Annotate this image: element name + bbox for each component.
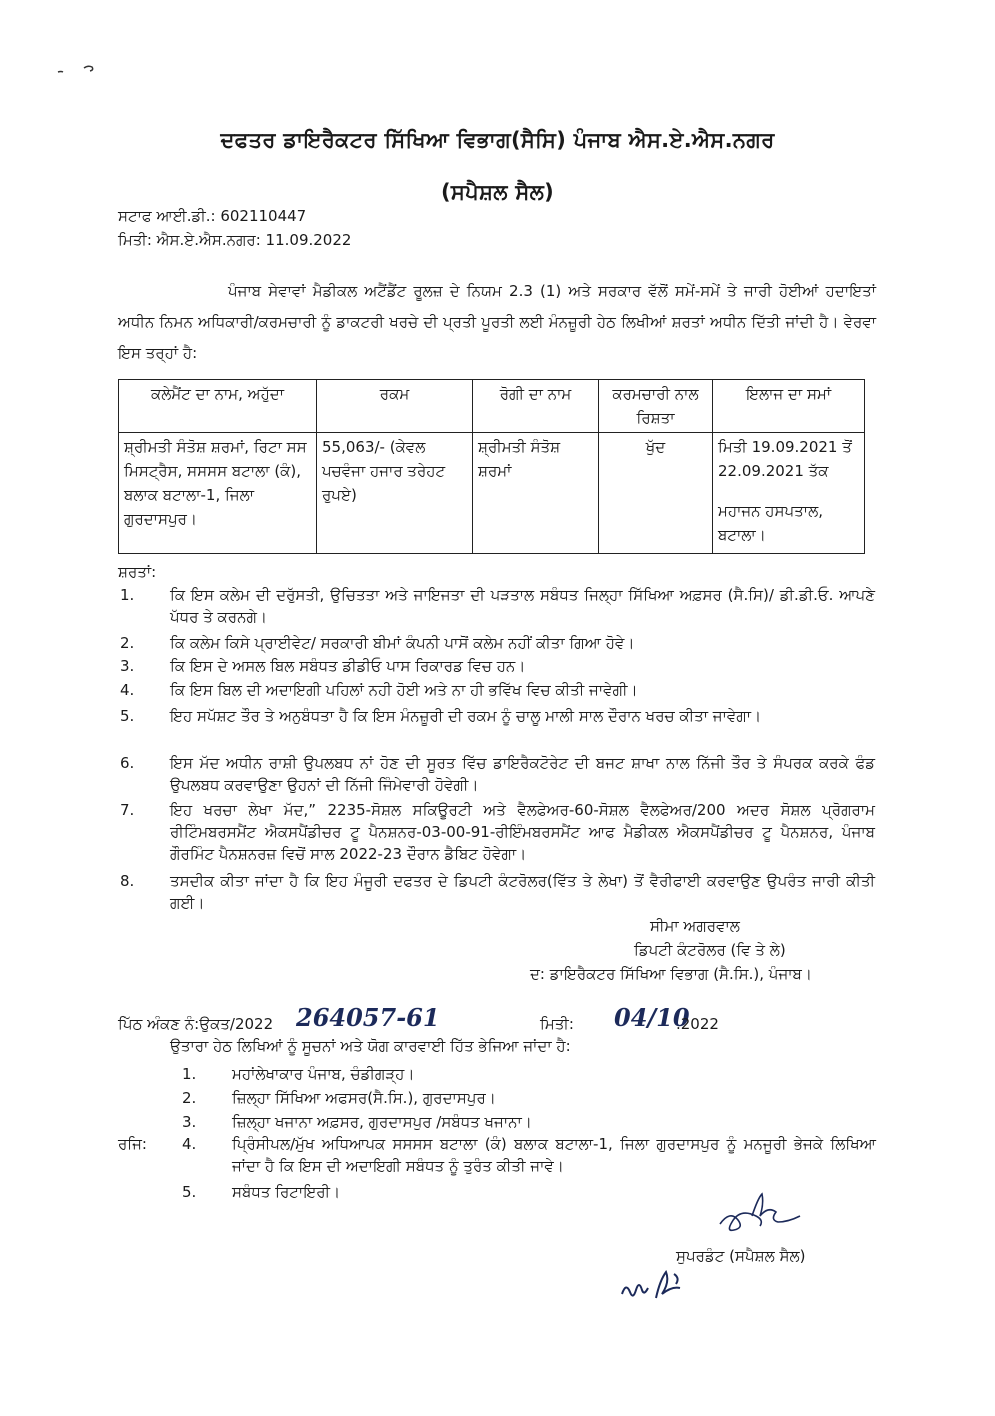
hospital-name: ਮਹਾਜਨ ਹਸਪਤਾਲ, ਬਟਾਲਾ। — [718, 502, 823, 544]
condition-item: 2. ਕਿ ਕਲੇਮ ਕਿਸੇ ਪ੍ਰਾਈਵੇਟ/ ਸਰਕਾਰੀ ਬੀਮਾਂ ਕੰਪਨੀ ਪਾਸੋਂ ਕਲੇਮ ਨਹੀਂ ਕੀਤਾ ਗਿਆ ਹੋਵੇ। — [120, 634, 635, 652]
intro-paragraph: ਪੰਜਾਬ ਸੇਵਾਵਾਂ ਮੈਡੀਕਲ ਅਟੈਂਡੈਂਟ ਰੂਲਜ਼ ਦੇ ਨਿਯਮ 2.3 (1) ਅਤੇ ਸਰਕਾਰ ਵੱਲੋਂ ਸਮੇਂ-ਸਮੇਂ ਤੇ ਜਾਰੀ ਹੋਈਆਂ ਹਦਾਇਤਾਂ ਅਧੀਨ ਨਿਮਨ ਅਧਿਕਾਰੀ/ਕਰਮਚਾਰੀ ਨੂੰ ਡਾਕਟਰੀ ਖਰਚੇ ਦੀ ਪ੍ਰਤੀ ਪੂਰਤੀ ਲਈ ਮੰਨਜ਼ੂਰੀ ਹੇਠ ਲਿਖੀਆਂ ਸ਼ਰਤਾਂ ਅਧੀਨ ਦਿੱਤੀ ਜਾਂਦੀ ਹੈ। ਵੇਰਵਾ ਇਸ ਤਰ੍ਹਾਂ ਹੈ: — [118, 282, 876, 362]
condition-item: 3. ਕਿ ਇਸ ਦੇ ਅਸਲ ਬਿਲ ਸਬੰਧਤ ਡੀਡੀਓ ਪਾਸ ਰਿਕਾਰਡ ਵਿਚ ਹਨ। — [120, 657, 526, 675]
column-header: ਕਰਮਚਾਰੀ ਨਾਲ ਰਿਸ਼ਤਾ — [599, 380, 713, 433]
cc-item: ਜ਼ਿਲ੍ਹਾ ਸਿੱਖਿਆ ਅਫਸਰ(ਸੈ.ਸਿ.), ਗੁਰਦਾਸਪੁਰ। — [232, 1089, 496, 1107]
column-header: ਰਕਮ — [317, 380, 473, 433]
cell-heading: (ਸਪੈਸ਼ਲ ਸੈਲ) — [440, 180, 555, 204]
cc-number: 5. — [182, 1183, 197, 1201]
endorsement-intro: ਉਤਾਰਾ ਹੇਠ ਲਿਖਿਆਂ ਨੂੰ ਸੂਚਨਾਂ ਅਤੇ ਯੋਗ ਕਾਰਵਾਈ ਹਿੱਤ ਭੇਜਿਆ ਜਾਂਦਾ ਹੈ: — [170, 1037, 571, 1055]
amount-cell: 55,063/- (ਕੇਵਲ ਪਚਵੰਜਾ ਹਜਾਰ ਤਰੇਹਟ ਰੁਪਏ) — [317, 433, 473, 554]
superintendent-designation: ਸੁਪਰਡੰਟ (ਸਪੈਸ਼ਲ ਸੈਲ) — [676, 1247, 806, 1265]
condition-item: 6. ਇਸ ਮੱਦ ਅਧੀਨ ਰਾਸ਼ੀ ਉਪਲਬਧ ਨਾਂ ਹੋਣ ਦੀ ਸੂਰਤ ਵਿੱਚ ਡਾਇਰੈਕਟੋਰੇਟ ਦੀ ਬਜਟ ਸ਼ਾਖਾ ਨਾਲ ਨਿੱਜੀ ਤੌਰ ਤੇ ਸੰਪਰਕ ਕਰਕੇ ਫੰਡ ਉਪਲਬਧ ਕਰਵਾਉਣਾ ਉਹਨਾਂ ਦੀ ਨਿੱਜੀ ਜਿੰਮੇਵਾਰੀ ਹੋਵੇਗੀ। — [120, 754, 875, 794]
condition-item: 8. ਤਸਦੀਕ ਕੀਤਾ ਜਾਂਦਾ ਹੈ ਕਿ ਇਹ ਮੰਜੂਰੀ ਦਫਤਰ ਦੇ ਡਿਪਟੀ ਕੰਟਰੋਲਰ(ਵਿੱਤ ਤੇ ਲੇਖਾ) ਤੋਂ ਵੈਰੀਫਾਈ ਕਰਵਾਉਣ ਉਪਰੰਤ ਜਾਰੀ ਕੀਤੀ ਗਈ। — [120, 872, 875, 912]
claim-table — [118, 379, 865, 554]
treatment-period: ਮਿਤੀ 19.09.2021 ਤੋਂ 22.09.2021 ਤੱਕ — [718, 438, 852, 480]
condition-item: 1. ਕਿ ਇਸ ਕਲੇਮ ਦੀ ਦਰੁੱਸਤੀ, ਉਚਿਤਤਾ ਅਤੇ ਜਾਇਜਤਾ ਦੀ ਪੜਤਾਲ ਸਬੰਧਤ ਜਿਲ੍ਹਾ ਸਿੱਖਿਆ ਅਫ਼ਸਰ (ਸੈ.ਸਿ)/ ਡੀ.ਡੀ.ਓ. ਆਪਣੇ ਪੱਧਰ ਤੇ ਕਰਨਗੇ। — [120, 586, 875, 626]
cc-number: 4. — [182, 1135, 197, 1153]
signatory-name: ਸੀਮਾ ਅਗਰਵਾਲ — [650, 917, 740, 935]
condition-item: 7. ਇਹ ਖਰਚਾ ਲੇਖਾ ਮੱਦ,” 2235-ਸੋਸ਼ਲ ਸਕਿਊਰਟੀ ਅਤੇ ਵੈਲਫੇਅਰ-60-ਸੋਸ਼ਲ ਵੈਲਫੇਅਰ/200 ਅਦਰ ਸੋਸ਼ਲ ਪ੍ਰੋਗਰਾਮ ਰੀਟਿੰਮਬਰਸਮੈਂਟ ਐਕਸਪੈਂਡੀਚਰ ਟੂ ਪੈਨਸ਼ਨਰ-03-00-91-ਰੀਇੰਮਬਰਸਮੈਂਟ ਆਫ ਮੈਡੀਕਲ ਐਕਸਪੈਂਡੀਚਰ ਟੂ ਪੈਨਸ਼ਨਰ, ਪੰਜਾਬ ਗੌਰਮਿੰਟ ਪੈਨਸ਼ਨਰਜ਼ ਵਿਚੋਂ ਸਾਲ 2022-23 ਦੌਰਾਨ ਡੈਬਿਟ ਹੋਵੇਗਾ। — [120, 801, 875, 863]
cc-item: ਪ੍ਰਿੰਸੀਪਲ/ਮੁੱਖ ਅਧਿਆਪਕ ਸਸਸਸ ਬਟਾਲਾ (ਕੰ) ਬਲਾਕ ਬਟਾਲਾ-1, ਜਿਲਾ ਗੁਰਦਾਸਪੁਰ ਨੂੰ ਮਨਜੂਰੀ ਭੇਜਕੇ ਲਿਖਿਆ ਜਾਂਦਾ ਹੈ ਕਿ ਇਸ ਦੀ ਅਦਾਇਗੀ ਸਬੰਧਤ ਨੂੰ ਤੁਰੰਤ ਕੀਤੀ ਜਾਵੇ। — [232, 1135, 876, 1175]
endorsement-ref-number: 264057-61 — [296, 1003, 440, 1032]
treatment-cell — [713, 433, 865, 554]
column-header: ਇਲਾਜ ਦਾ ਸਮਾਂ — [713, 380, 865, 433]
cc-number: 1. — [182, 1065, 197, 1083]
patient-cell: ਸ਼੍ਰੀਮਤੀ ਸੰਤੋਸ਼ ਸ਼ਰਮਾਂ — [473, 433, 599, 554]
table-row — [119, 433, 865, 554]
endorsement-ref-label: ਪਿੱਠ ਅੰਕਣ ਨੰ:ਉਕਤ/2022 — [118, 1015, 274, 1033]
scan-mark-icon — [56, 56, 100, 78]
column-header: ਕਲੇਮੈਂਟ ਦਾ ਨਾਮ, ਅਹੁੱਦਾ — [119, 380, 317, 433]
office-heading: ਦਫਤਰ ਡਾਇਰੈਕਟਰ ਸਿੱਖਿਆ ਵਿਭਾਗ(ਸੈਸਿ) ਪੰਜਾਬ ਐਸ.ਏ.ਐਸ.ਨਗਰ — [220, 128, 775, 152]
relation-cell: ਖੁੱਦ — [599, 433, 713, 554]
cc-number: 3. — [182, 1113, 197, 1131]
claimant-cell: ਸ਼੍ਰੀਮਤੀ ਸੰਤੋਸ਼ ਸ਼ਰਮਾਂ, ਰਿਟਾ ਸਸ ਮਿਸਟ੍ਰੈਸ, ਸਸਸਸ ਬਟਾਲਾ (ਕੰ), ਬਲਾਕ ਬਟਾਲਾ-1, ਜਿਲਾ ਗੁਰਦਾਸਪੁਰ। — [119, 433, 317, 554]
signatory-designation: ਡਿਪਟੀ ਕੰਟਰੋਲਰ (ਵਿ ਤੇ ਲੇ) — [634, 941, 786, 959]
initials-signature-icon — [612, 1262, 712, 1312]
endorsement-date-handwritten: 04/10 — [614, 1003, 690, 1032]
staff-id: ਸਟਾਫ ਆਈ.ਡੀ.: 602110447 — [118, 207, 307, 225]
signatory-office: ਦ: ਡਾਇਰੈਕਟਰ ਸਿੱਖਿਆ ਵਿਭਾਗ (ਸੈ.ਸਿ.), ਪੰਜਾਬ। — [530, 965, 813, 983]
cc-item: ਸਬੰਧਤ ਰਿਟਾਇਰੀ। — [232, 1183, 341, 1201]
cc-item: ਜ਼ਿਲ੍ਹਾ ਖਜਾਨਾ ਅਫ਼ਸਰ, ਗੁਰਦਾਸਪੁਰ /ਸਬੰਧਤ ਖਜਾਨਾ। — [232, 1113, 532, 1131]
conditions-label: ਸ਼ਰਤਾਂ: — [118, 563, 157, 581]
condition-item: 5. ਇਹ ਸਪੱਸ਼ਟ ਤੌਰ ਤੇ ਅਨੁਬੰਧਤਾ ਹੈ ਕਿ ਇਸ ਮੰਨਜ਼ੂਰੀ ਦੀ ਰਕਮ ਨੂੰ ਚਾਲੂ ਮਾਲੀ ਸਾਲ ਦੌਰਾਨ ਖਰਚ ਕੀਤਾ ਜਾਵੇਗਾ। — [120, 707, 762, 725]
endorsement-date-year: .2022 — [676, 1015, 719, 1033]
cc-number: 2. — [182, 1089, 197, 1107]
registered-label: ਰਜਿ: — [118, 1135, 147, 1153]
table-header-row — [119, 380, 865, 433]
superintendent-signature-icon — [712, 1190, 822, 1246]
endorsement-date-label: ਮਿਤੀ: — [540, 1015, 574, 1033]
column-header: ਰੋਗੀ ਦਾ ਨਾਮ — [473, 380, 599, 433]
condition-item: 4. ਕਿ ਇਸ ਬਿਲ ਦੀ ਅਦਾਇਗੀ ਪਹਿਲਾਂ ਨਹੀ ਹੋਈ ਅਤੇ ਨਾ ਹੀ ਭਵਿੱਖ ਵਿਚ ਕੀਤੀ ਜਾਵੇਗੀ। — [120, 681, 638, 699]
cc-item: ਮਹਾਂਲੇਖਾਕਾਰ ਪੰਜਾਬ, ਚੰਡੀਗੜ੍ਹ। — [232, 1065, 415, 1083]
issue-date: ਮਿਤੀ: ਐਸ.ਏ.ਐਸ.ਨਗਰ: 11.09.2022 — [118, 231, 352, 249]
